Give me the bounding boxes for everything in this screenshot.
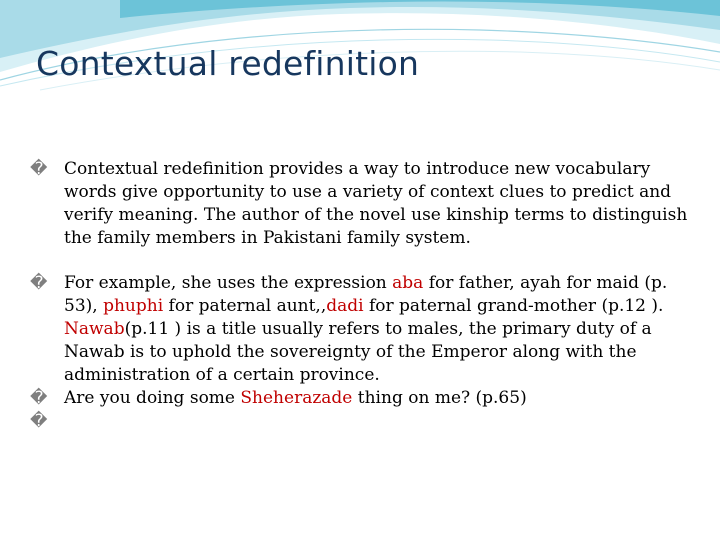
slide-body xyxy=(30,158,690,431)
paragraph-2-text-a: For example, she uses the expression xyxy=(64,273,393,293)
bullet-icon: � xyxy=(30,273,48,293)
paragraph-2 xyxy=(30,272,690,387)
bullet-icon: � xyxy=(30,388,48,408)
term-aba: aba xyxy=(392,273,424,293)
paragraph-3 xyxy=(30,387,690,410)
paragraph-2-text-c: for paternal aunt,, xyxy=(163,296,327,316)
paragraph-3-text-b: thing on me? (p.65) xyxy=(352,388,527,408)
paragraph-2-text-d: for paternal grand-mother (p.12 ). xyxy=(363,296,664,316)
paragraph-1-text: Contextual redefinition provides a way to introduce new vocabulary words give opportunity to use a variety of context clues to predict and verify meaning. The author of the novel use kinship terms to distinguish the family members in Pakistani family system. xyxy=(64,159,688,248)
bullet-icon: � xyxy=(30,159,48,179)
paragraph-2-text-e: (p.11 ) is a title usually refers to males, the primary duty of a Nawab is to uphold the sovereignty of the Emperor along with the administration of a certain province. xyxy=(64,319,652,385)
paragraph-1 xyxy=(30,158,690,250)
term-nawab: Nawab xyxy=(64,319,125,339)
term-sheherazade: Sheherazade xyxy=(240,388,353,408)
paragraph-2-text-b: for father, ayah for maid (p. 53), xyxy=(64,273,668,316)
bullet-icon: � xyxy=(30,411,48,431)
paragraph-3-text-a: Are you doing some xyxy=(64,388,241,408)
term-phuphi: phuphi xyxy=(103,296,164,316)
slide-title: Contextual redefinition xyxy=(36,44,420,83)
term-dadi: dadi xyxy=(326,296,364,316)
